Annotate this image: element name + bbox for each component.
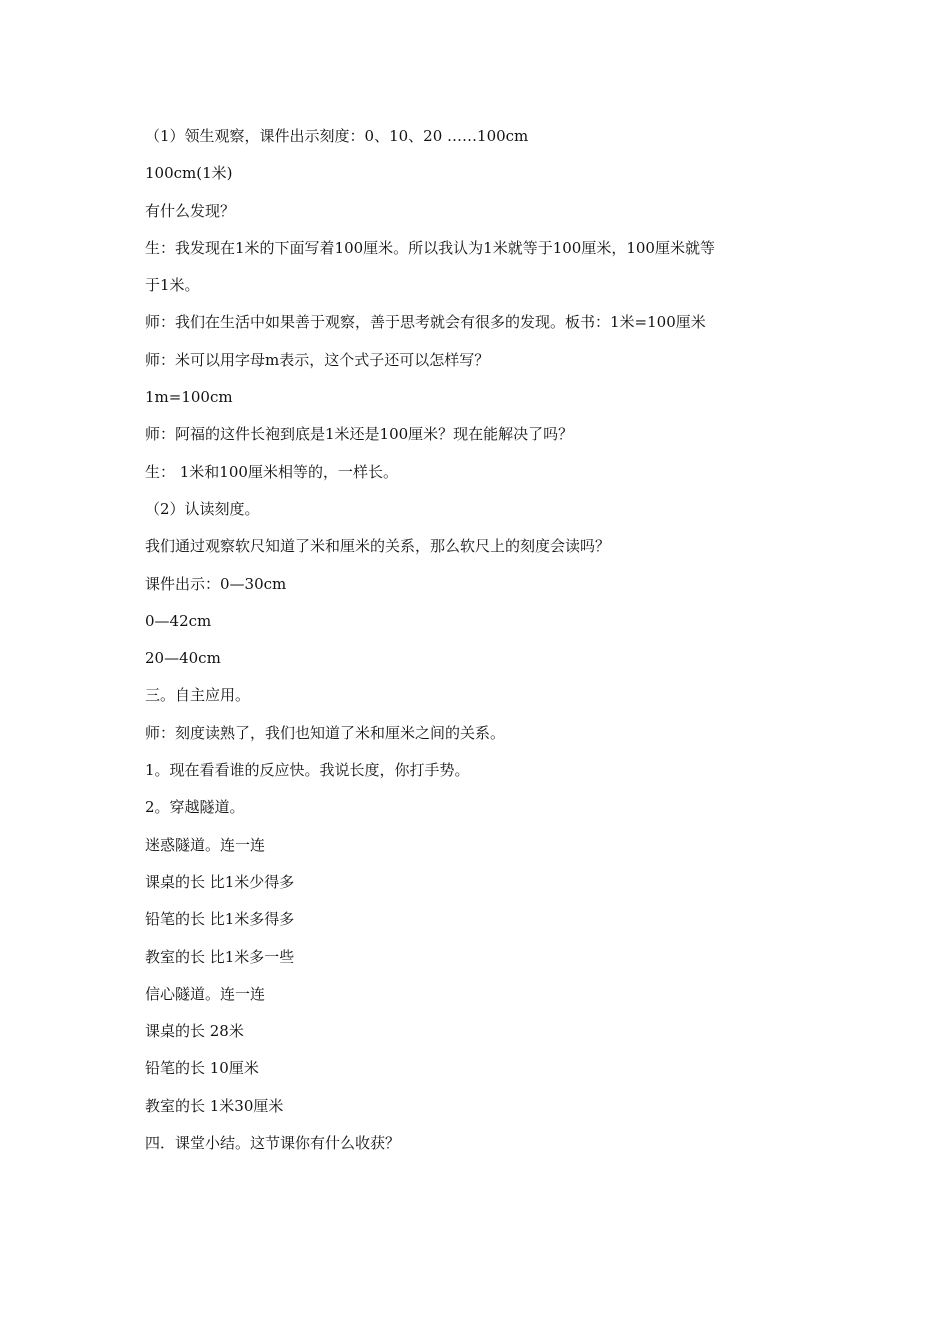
text-line: 生： 1米和100厘米相等的，一样长。 [145,462,398,481]
text-line: 教室的长 比1米多一些 [145,947,295,966]
text-line: 2。穿越隧道。 [145,798,245,817]
text-line: 教室的长 1米30厘米 [145,1096,284,1115]
text-line: 师：我们在生活中如果善于观察，善于思考就会有很多的发现。板书：1米=100厘米 [145,313,706,332]
text-line: 课件出示：0—30cm [145,574,287,593]
text-line: 20—40cm [145,649,221,668]
text-line: 铅笔的长 10厘米 [145,1059,259,1078]
text-line: 于1米。 [145,276,200,295]
text-line: （1）领生观察，课件出示刻度：0、10、20 ……100cm [145,127,529,145]
text-line: 0—42cm [145,611,212,630]
text-line: 有什么发现？ [145,201,236,220]
text-line: 师：刻度读熟了，我们也知道了米和厘米之间的关系。 [145,723,506,742]
text-line: （2）认读刻度。 [145,499,260,518]
text-line: 我们通过观察软尺知道了米和厘米的关系，那么软尺上的刻度会读吗？ [145,537,611,556]
text-line: 1m=100cm [145,388,233,407]
text-line: 100cm(1米) [145,164,233,183]
text-line: 师：米可以用字母m表示，这个式子还可以怎样写？ [145,350,490,369]
section-heading: 四．课堂小结。这节课你有什么收获？ [145,1134,401,1153]
text-line: 铅笔的长 比1米多得多 [145,910,295,929]
text-line: 1。现在看看谁的反应快。我说长度，你打手势。 [145,761,470,780]
section-heading: 三。自主应用。 [145,686,251,705]
text-line: 师：阿福的这件长袍到底是1米还是100厘米？现在能解决了吗？ [145,425,574,444]
document-body [145,118,815,1162]
text-line: 信心隧道。连一连 [145,984,266,1003]
text-line: 生：我发现在1米的下面写着100厘米。所以我认为1米就等于100厘米，100厘米就等 [145,238,715,257]
text-line: 课桌的长 28米 [145,1022,244,1041]
text-line: 迷惑隧道。连一连 [145,835,266,854]
text-line: 课桌的长 比1米少得多 [145,872,295,891]
